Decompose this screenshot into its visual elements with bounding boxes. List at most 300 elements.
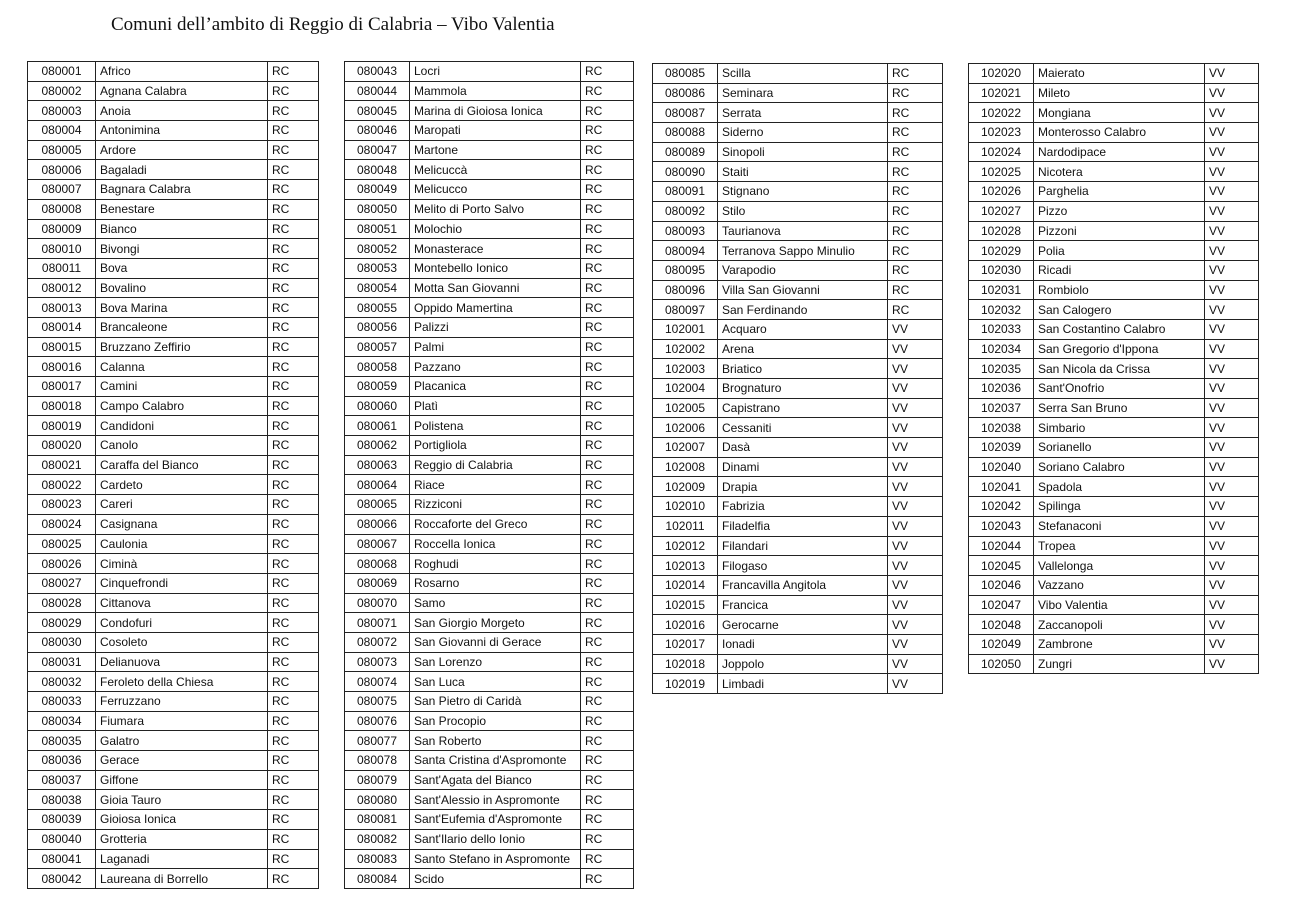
comune-name-cell: Africo bbox=[96, 62, 268, 82]
istat-code-cell: 080082 bbox=[345, 829, 410, 849]
province-cell: RC bbox=[581, 554, 634, 574]
comune-name-cell: Cardeto bbox=[96, 475, 268, 495]
comune-name-cell: Laganadi bbox=[96, 849, 268, 869]
province-cell: RC bbox=[268, 377, 319, 397]
province-cell: RC bbox=[581, 101, 634, 121]
table-row bbox=[28, 810, 319, 830]
comune-name-cell: San Procopio bbox=[410, 711, 581, 731]
istat-code-cell: 080013 bbox=[28, 298, 96, 318]
province-cell: RC bbox=[888, 162, 943, 182]
province-cell: VV bbox=[1205, 300, 1259, 320]
comune-name-cell: Riace bbox=[410, 475, 581, 495]
comune-name-cell: Nardodipace bbox=[1034, 142, 1205, 162]
table-row bbox=[345, 436, 634, 456]
istat-code-cell: 102048 bbox=[969, 615, 1034, 635]
table-row bbox=[653, 516, 943, 536]
comune-name-cell: Mongiana bbox=[1034, 103, 1205, 123]
istat-code-cell: 102005 bbox=[653, 398, 718, 418]
province-cell: RC bbox=[581, 377, 634, 397]
comune-name-cell: Ionadi bbox=[718, 634, 888, 654]
comune-name-cell: Villa San Giovanni bbox=[718, 280, 888, 300]
table-row bbox=[345, 534, 634, 554]
province-cell: RC bbox=[581, 770, 634, 790]
comune-name-cell: Candidoni bbox=[96, 416, 268, 436]
comune-name-cell: Simbario bbox=[1034, 418, 1205, 438]
table-row bbox=[28, 357, 319, 377]
province-cell: VV bbox=[888, 575, 943, 595]
province-cell: VV bbox=[888, 379, 943, 399]
table-row bbox=[28, 219, 319, 239]
province-cell: RC bbox=[268, 199, 319, 219]
table-row bbox=[345, 121, 634, 141]
province-cell: RC bbox=[581, 436, 634, 456]
table-row bbox=[653, 654, 943, 674]
province-cell: RC bbox=[268, 278, 319, 298]
comune-name-cell: Benestare bbox=[96, 199, 268, 219]
table-row bbox=[28, 672, 319, 692]
province-cell: RC bbox=[581, 692, 634, 712]
province-cell: VV bbox=[888, 516, 943, 536]
comune-name-cell: Sinopoli bbox=[718, 142, 888, 162]
istat-code-cell: 102035 bbox=[969, 359, 1034, 379]
comune-name-cell: Acquaro bbox=[718, 319, 888, 339]
province-cell: RC bbox=[888, 221, 943, 241]
table-row bbox=[345, 140, 634, 160]
province-cell: RC bbox=[581, 298, 634, 318]
istat-code-cell: 080068 bbox=[345, 554, 410, 574]
comune-name-cell: Melito di Porto Salvo bbox=[410, 199, 581, 219]
table-row bbox=[28, 416, 319, 436]
comune-name-cell: Capistrano bbox=[718, 398, 888, 418]
table-row bbox=[345, 869, 634, 889]
comune-name-cell: Fiumara bbox=[96, 711, 268, 731]
istat-code-cell: 080022 bbox=[28, 475, 96, 495]
province-cell: RC bbox=[268, 180, 319, 200]
table-row bbox=[969, 575, 1259, 595]
comune-name-cell: Maierato bbox=[1034, 64, 1205, 84]
istat-code-cell: 080046 bbox=[345, 121, 410, 141]
table-row bbox=[969, 418, 1259, 438]
province-cell: RC bbox=[581, 632, 634, 652]
istat-code-cell: 102014 bbox=[653, 575, 718, 595]
istat-code-cell: 080012 bbox=[28, 278, 96, 298]
province-cell: RC bbox=[581, 160, 634, 180]
table-row bbox=[28, 770, 319, 790]
table-row bbox=[653, 379, 943, 399]
comune-name-cell: San Nicola da Crissa bbox=[1034, 359, 1205, 379]
istat-code-cell: 080023 bbox=[28, 495, 96, 515]
comune-name-cell: Laureana di Borrello bbox=[96, 869, 268, 889]
comune-name-cell: Vazzano bbox=[1034, 575, 1205, 595]
province-cell: VV bbox=[1205, 556, 1259, 576]
comune-name-cell: Ciminà bbox=[96, 554, 268, 574]
province-cell: RC bbox=[268, 475, 319, 495]
table-row bbox=[345, 731, 634, 751]
province-cell: RC bbox=[888, 260, 943, 280]
table-row bbox=[28, 829, 319, 849]
table-row bbox=[345, 475, 634, 495]
province-cell: RC bbox=[581, 613, 634, 633]
province-cell: VV bbox=[1205, 182, 1259, 202]
istat-code-cell: 080010 bbox=[28, 239, 96, 259]
table-row bbox=[653, 595, 943, 615]
table-row bbox=[345, 849, 634, 869]
province-cell: VV bbox=[888, 634, 943, 654]
province-cell: RC bbox=[581, 751, 634, 771]
table-row bbox=[28, 298, 319, 318]
province-cell: VV bbox=[888, 398, 943, 418]
province-cell: VV bbox=[1205, 379, 1259, 399]
table-row bbox=[653, 162, 943, 182]
province-cell: RC bbox=[581, 593, 634, 613]
istat-code-cell: 080027 bbox=[28, 573, 96, 593]
istat-code-cell: 080065 bbox=[345, 495, 410, 515]
table-row bbox=[653, 497, 943, 517]
province-cell: RC bbox=[268, 770, 319, 790]
table-row bbox=[345, 180, 634, 200]
table-row bbox=[28, 436, 319, 456]
istat-code-cell: 102036 bbox=[969, 379, 1034, 399]
istat-code-cell: 080037 bbox=[28, 770, 96, 790]
table-row bbox=[969, 379, 1259, 399]
table-row bbox=[969, 64, 1259, 84]
istat-code-cell: 080021 bbox=[28, 455, 96, 475]
province-cell: RC bbox=[581, 829, 634, 849]
comune-name-cell: Rosarno bbox=[410, 573, 581, 593]
table-row bbox=[345, 278, 634, 298]
table-row bbox=[345, 810, 634, 830]
table-row bbox=[28, 613, 319, 633]
comune-name-cell: San Giovanni di Gerace bbox=[410, 632, 581, 652]
istat-code-cell: 102013 bbox=[653, 556, 718, 576]
table-row bbox=[345, 199, 634, 219]
table-row bbox=[969, 201, 1259, 221]
province-cell: VV bbox=[1205, 477, 1259, 497]
istat-code-cell: 080003 bbox=[28, 101, 96, 121]
table-row bbox=[345, 672, 634, 692]
istat-code-cell: 080056 bbox=[345, 317, 410, 337]
istat-code-cell: 080097 bbox=[653, 300, 718, 320]
province-cell: VV bbox=[888, 477, 943, 497]
istat-code-cell: 102026 bbox=[969, 182, 1034, 202]
province-cell: VV bbox=[1205, 280, 1259, 300]
province-cell: RC bbox=[268, 436, 319, 456]
comune-name-cell: Oppido Mamertina bbox=[410, 298, 581, 318]
province-cell: RC bbox=[268, 357, 319, 377]
istat-code-cell: 080072 bbox=[345, 632, 410, 652]
table-row bbox=[653, 536, 943, 556]
table-row bbox=[345, 416, 634, 436]
comune-name-cell: Galatro bbox=[96, 731, 268, 751]
table-row bbox=[28, 180, 319, 200]
table-row bbox=[969, 359, 1259, 379]
istat-code-cell: 080040 bbox=[28, 829, 96, 849]
istat-code-cell: 080074 bbox=[345, 672, 410, 692]
comune-name-cell: San Costantino Calabro bbox=[1034, 319, 1205, 339]
comune-name-cell: Palizzi bbox=[410, 317, 581, 337]
comune-name-cell: Antonimina bbox=[96, 121, 268, 141]
table-row bbox=[653, 339, 943, 359]
province-cell: VV bbox=[1205, 83, 1259, 103]
table-row bbox=[28, 534, 319, 554]
istat-code-cell: 080008 bbox=[28, 199, 96, 219]
comune-name-cell: Caraffa del Bianco bbox=[96, 455, 268, 475]
table-row bbox=[969, 477, 1259, 497]
table-row bbox=[345, 396, 634, 416]
comune-name-cell: Ferruzzano bbox=[96, 692, 268, 712]
table-row bbox=[345, 751, 634, 771]
table-row bbox=[653, 674, 943, 694]
istat-code-cell: 080030 bbox=[28, 632, 96, 652]
istat-code-cell: 080029 bbox=[28, 613, 96, 633]
province-cell: RC bbox=[581, 239, 634, 259]
comune-name-cell: Arena bbox=[718, 339, 888, 359]
table-row bbox=[28, 199, 319, 219]
comune-name-cell: Ardore bbox=[96, 140, 268, 160]
table-row bbox=[969, 634, 1259, 654]
comune-name-cell: San Luca bbox=[410, 672, 581, 692]
comune-name-cell: Brognaturo bbox=[718, 379, 888, 399]
istat-code-cell: 102024 bbox=[969, 142, 1034, 162]
comune-name-cell: Santo Stefano in Aspromonte bbox=[410, 849, 581, 869]
table-row bbox=[345, 377, 634, 397]
istat-code-cell: 080055 bbox=[345, 298, 410, 318]
province-cell: RC bbox=[268, 455, 319, 475]
table-row bbox=[653, 575, 943, 595]
province-cell: RC bbox=[581, 357, 634, 377]
istat-code-cell: 080080 bbox=[345, 790, 410, 810]
comuni-table-2 bbox=[344, 61, 634, 889]
istat-code-cell: 080014 bbox=[28, 317, 96, 337]
table-row bbox=[28, 396, 319, 416]
istat-code-cell: 080057 bbox=[345, 337, 410, 357]
istat-code-cell: 080019 bbox=[28, 416, 96, 436]
istat-code-cell: 102015 bbox=[653, 595, 718, 615]
comune-name-cell: Molochio bbox=[410, 219, 581, 239]
istat-code-cell: 080070 bbox=[345, 593, 410, 613]
province-cell: RC bbox=[581, 810, 634, 830]
table-row bbox=[969, 103, 1259, 123]
province-cell: RC bbox=[268, 62, 319, 82]
comune-name-cell: Bagaladi bbox=[96, 160, 268, 180]
comune-name-cell: Pizzoni bbox=[1034, 221, 1205, 241]
istat-code-cell: 080086 bbox=[653, 83, 718, 103]
table-row bbox=[653, 83, 943, 103]
province-cell: RC bbox=[268, 140, 319, 160]
istat-code-cell: 102039 bbox=[969, 438, 1034, 458]
comune-name-cell: Giffone bbox=[96, 770, 268, 790]
table-row bbox=[28, 140, 319, 160]
table-row bbox=[345, 652, 634, 672]
comune-name-cell: Tropea bbox=[1034, 536, 1205, 556]
istat-code-cell: 080049 bbox=[345, 180, 410, 200]
istat-code-cell: 080096 bbox=[653, 280, 718, 300]
istat-code-cell: 102041 bbox=[969, 477, 1034, 497]
comune-name-cell: Serrata bbox=[718, 103, 888, 123]
table-row bbox=[969, 497, 1259, 517]
table-row bbox=[28, 475, 319, 495]
province-cell: RC bbox=[581, 790, 634, 810]
table-row bbox=[345, 337, 634, 357]
istat-code-cell: 080026 bbox=[28, 554, 96, 574]
table-row bbox=[28, 790, 319, 810]
table-row bbox=[28, 101, 319, 121]
comune-name-cell: Staiti bbox=[718, 162, 888, 182]
province-cell: RC bbox=[268, 672, 319, 692]
table-row bbox=[345, 632, 634, 652]
istat-code-cell: 080093 bbox=[653, 221, 718, 241]
comune-name-cell: Sant'Eufemia d'Aspromonte bbox=[410, 810, 581, 830]
province-cell: VV bbox=[1205, 497, 1259, 517]
istat-code-cell: 080050 bbox=[345, 199, 410, 219]
istat-code-cell: 080043 bbox=[345, 62, 410, 82]
table-row bbox=[28, 455, 319, 475]
table-row bbox=[653, 103, 943, 123]
table-row bbox=[969, 300, 1259, 320]
comune-name-cell: Cittanova bbox=[96, 593, 268, 613]
table-row bbox=[345, 593, 634, 613]
istat-code-cell: 080075 bbox=[345, 692, 410, 712]
istat-code-cell: 102029 bbox=[969, 241, 1034, 261]
table-row bbox=[969, 398, 1259, 418]
table-row bbox=[345, 317, 634, 337]
istat-code-cell: 080061 bbox=[345, 416, 410, 436]
province-cell: VV bbox=[1205, 536, 1259, 556]
province-cell: RC bbox=[581, 573, 634, 593]
comune-name-cell: Soriano Calabro bbox=[1034, 457, 1205, 477]
comune-name-cell: Placanica bbox=[410, 377, 581, 397]
istat-code-cell: 102019 bbox=[653, 674, 718, 694]
comune-name-cell: Cinquefrondi bbox=[96, 573, 268, 593]
istat-code-cell: 080024 bbox=[28, 514, 96, 534]
comune-name-cell: Polistena bbox=[410, 416, 581, 436]
istat-code-cell: 102003 bbox=[653, 359, 718, 379]
comune-name-cell: Marina di Gioiosa Ionica bbox=[410, 101, 581, 121]
comune-name-cell: Agnana Calabra bbox=[96, 81, 268, 101]
istat-code-cell: 102038 bbox=[969, 418, 1034, 438]
comune-name-cell: Varapodio bbox=[718, 260, 888, 280]
province-cell: VV bbox=[1205, 359, 1259, 379]
istat-code-cell: 080042 bbox=[28, 869, 96, 889]
comune-name-cell: Scido bbox=[410, 869, 581, 889]
comune-name-cell: Maropati bbox=[410, 121, 581, 141]
province-cell: RC bbox=[888, 64, 943, 84]
istat-code-cell: 102017 bbox=[653, 634, 718, 654]
istat-code-cell: 080015 bbox=[28, 337, 96, 357]
table-row bbox=[345, 81, 634, 101]
comune-name-cell: Feroleto della Chiesa bbox=[96, 672, 268, 692]
province-cell: RC bbox=[581, 731, 634, 751]
comune-name-cell: Zaccanopoli bbox=[1034, 615, 1205, 635]
istat-code-cell: 080034 bbox=[28, 711, 96, 731]
istat-code-cell: 080095 bbox=[653, 260, 718, 280]
istat-code-cell: 102001 bbox=[653, 319, 718, 339]
province-cell: RC bbox=[268, 317, 319, 337]
istat-code-cell: 080077 bbox=[345, 731, 410, 751]
istat-code-cell: 080052 bbox=[345, 239, 410, 259]
table-row bbox=[345, 357, 634, 377]
province-cell: RC bbox=[581, 278, 634, 298]
comune-name-cell: Drapia bbox=[718, 477, 888, 497]
istat-code-cell: 080078 bbox=[345, 751, 410, 771]
table-row bbox=[345, 455, 634, 475]
comune-name-cell: Sant'Ilario dello Ionio bbox=[410, 829, 581, 849]
comune-name-cell: Pizzo bbox=[1034, 201, 1205, 221]
istat-code-cell: 102047 bbox=[969, 595, 1034, 615]
comune-name-cell: Sant'Alessio in Aspromonte bbox=[410, 790, 581, 810]
province-cell: RC bbox=[581, 534, 634, 554]
istat-code-cell: 102011 bbox=[653, 516, 718, 536]
istat-code-cell: 080071 bbox=[345, 613, 410, 633]
comune-name-cell: Polia bbox=[1034, 241, 1205, 261]
table-row bbox=[653, 438, 943, 458]
province-cell: VV bbox=[1205, 438, 1259, 458]
comune-name-cell: Filadelfia bbox=[718, 516, 888, 536]
province-cell: RC bbox=[888, 142, 943, 162]
comune-name-cell: Dinami bbox=[718, 457, 888, 477]
table-row bbox=[345, 770, 634, 790]
table-row bbox=[28, 337, 319, 357]
table-row bbox=[969, 142, 1259, 162]
province-cell: VV bbox=[1205, 64, 1259, 84]
table-row bbox=[653, 615, 943, 635]
comune-name-cell: Spadola bbox=[1034, 477, 1205, 497]
province-cell: RC bbox=[888, 83, 943, 103]
comune-name-cell: Motta San Giovanni bbox=[410, 278, 581, 298]
table-row bbox=[28, 554, 319, 574]
comune-name-cell: Anoia bbox=[96, 101, 268, 121]
province-cell: VV bbox=[888, 536, 943, 556]
comune-name-cell: Gioiosa Ionica bbox=[96, 810, 268, 830]
comune-name-cell: Filandari bbox=[718, 536, 888, 556]
istat-code-cell: 080083 bbox=[345, 849, 410, 869]
comune-name-cell: Grotteria bbox=[96, 829, 268, 849]
province-cell: RC bbox=[581, 81, 634, 101]
comune-name-cell: San Pietro di Caridà bbox=[410, 692, 581, 712]
province-cell: RC bbox=[268, 298, 319, 318]
table-row bbox=[345, 613, 634, 633]
comune-name-cell: Dasà bbox=[718, 438, 888, 458]
table-row bbox=[653, 201, 943, 221]
istat-code-cell: 080084 bbox=[345, 869, 410, 889]
province-cell: VV bbox=[1205, 123, 1259, 143]
table-row bbox=[28, 160, 319, 180]
table-row bbox=[345, 239, 634, 259]
table-row bbox=[28, 632, 319, 652]
comune-name-cell: Terranova Sappo Minulio bbox=[718, 241, 888, 261]
comune-name-cell: Locri bbox=[410, 62, 581, 82]
province-cell: RC bbox=[268, 416, 319, 436]
province-cell: VV bbox=[1205, 319, 1259, 339]
province-cell: VV bbox=[1205, 241, 1259, 261]
table-row bbox=[653, 241, 943, 261]
comune-name-cell: Gerace bbox=[96, 751, 268, 771]
comune-name-cell: Martone bbox=[410, 140, 581, 160]
table-row bbox=[345, 554, 634, 574]
istat-code-cell: 102023 bbox=[969, 123, 1034, 143]
table-row bbox=[969, 162, 1259, 182]
table-row bbox=[345, 160, 634, 180]
istat-code-cell: 080076 bbox=[345, 711, 410, 731]
province-cell: VV bbox=[1205, 615, 1259, 635]
province-cell: RC bbox=[581, 869, 634, 889]
province-cell: RC bbox=[268, 81, 319, 101]
istat-code-cell: 102044 bbox=[969, 536, 1034, 556]
istat-code-cell: 102002 bbox=[653, 339, 718, 359]
province-cell: RC bbox=[581, 514, 634, 534]
province-cell: RC bbox=[268, 692, 319, 712]
istat-code-cell: 102010 bbox=[653, 497, 718, 517]
